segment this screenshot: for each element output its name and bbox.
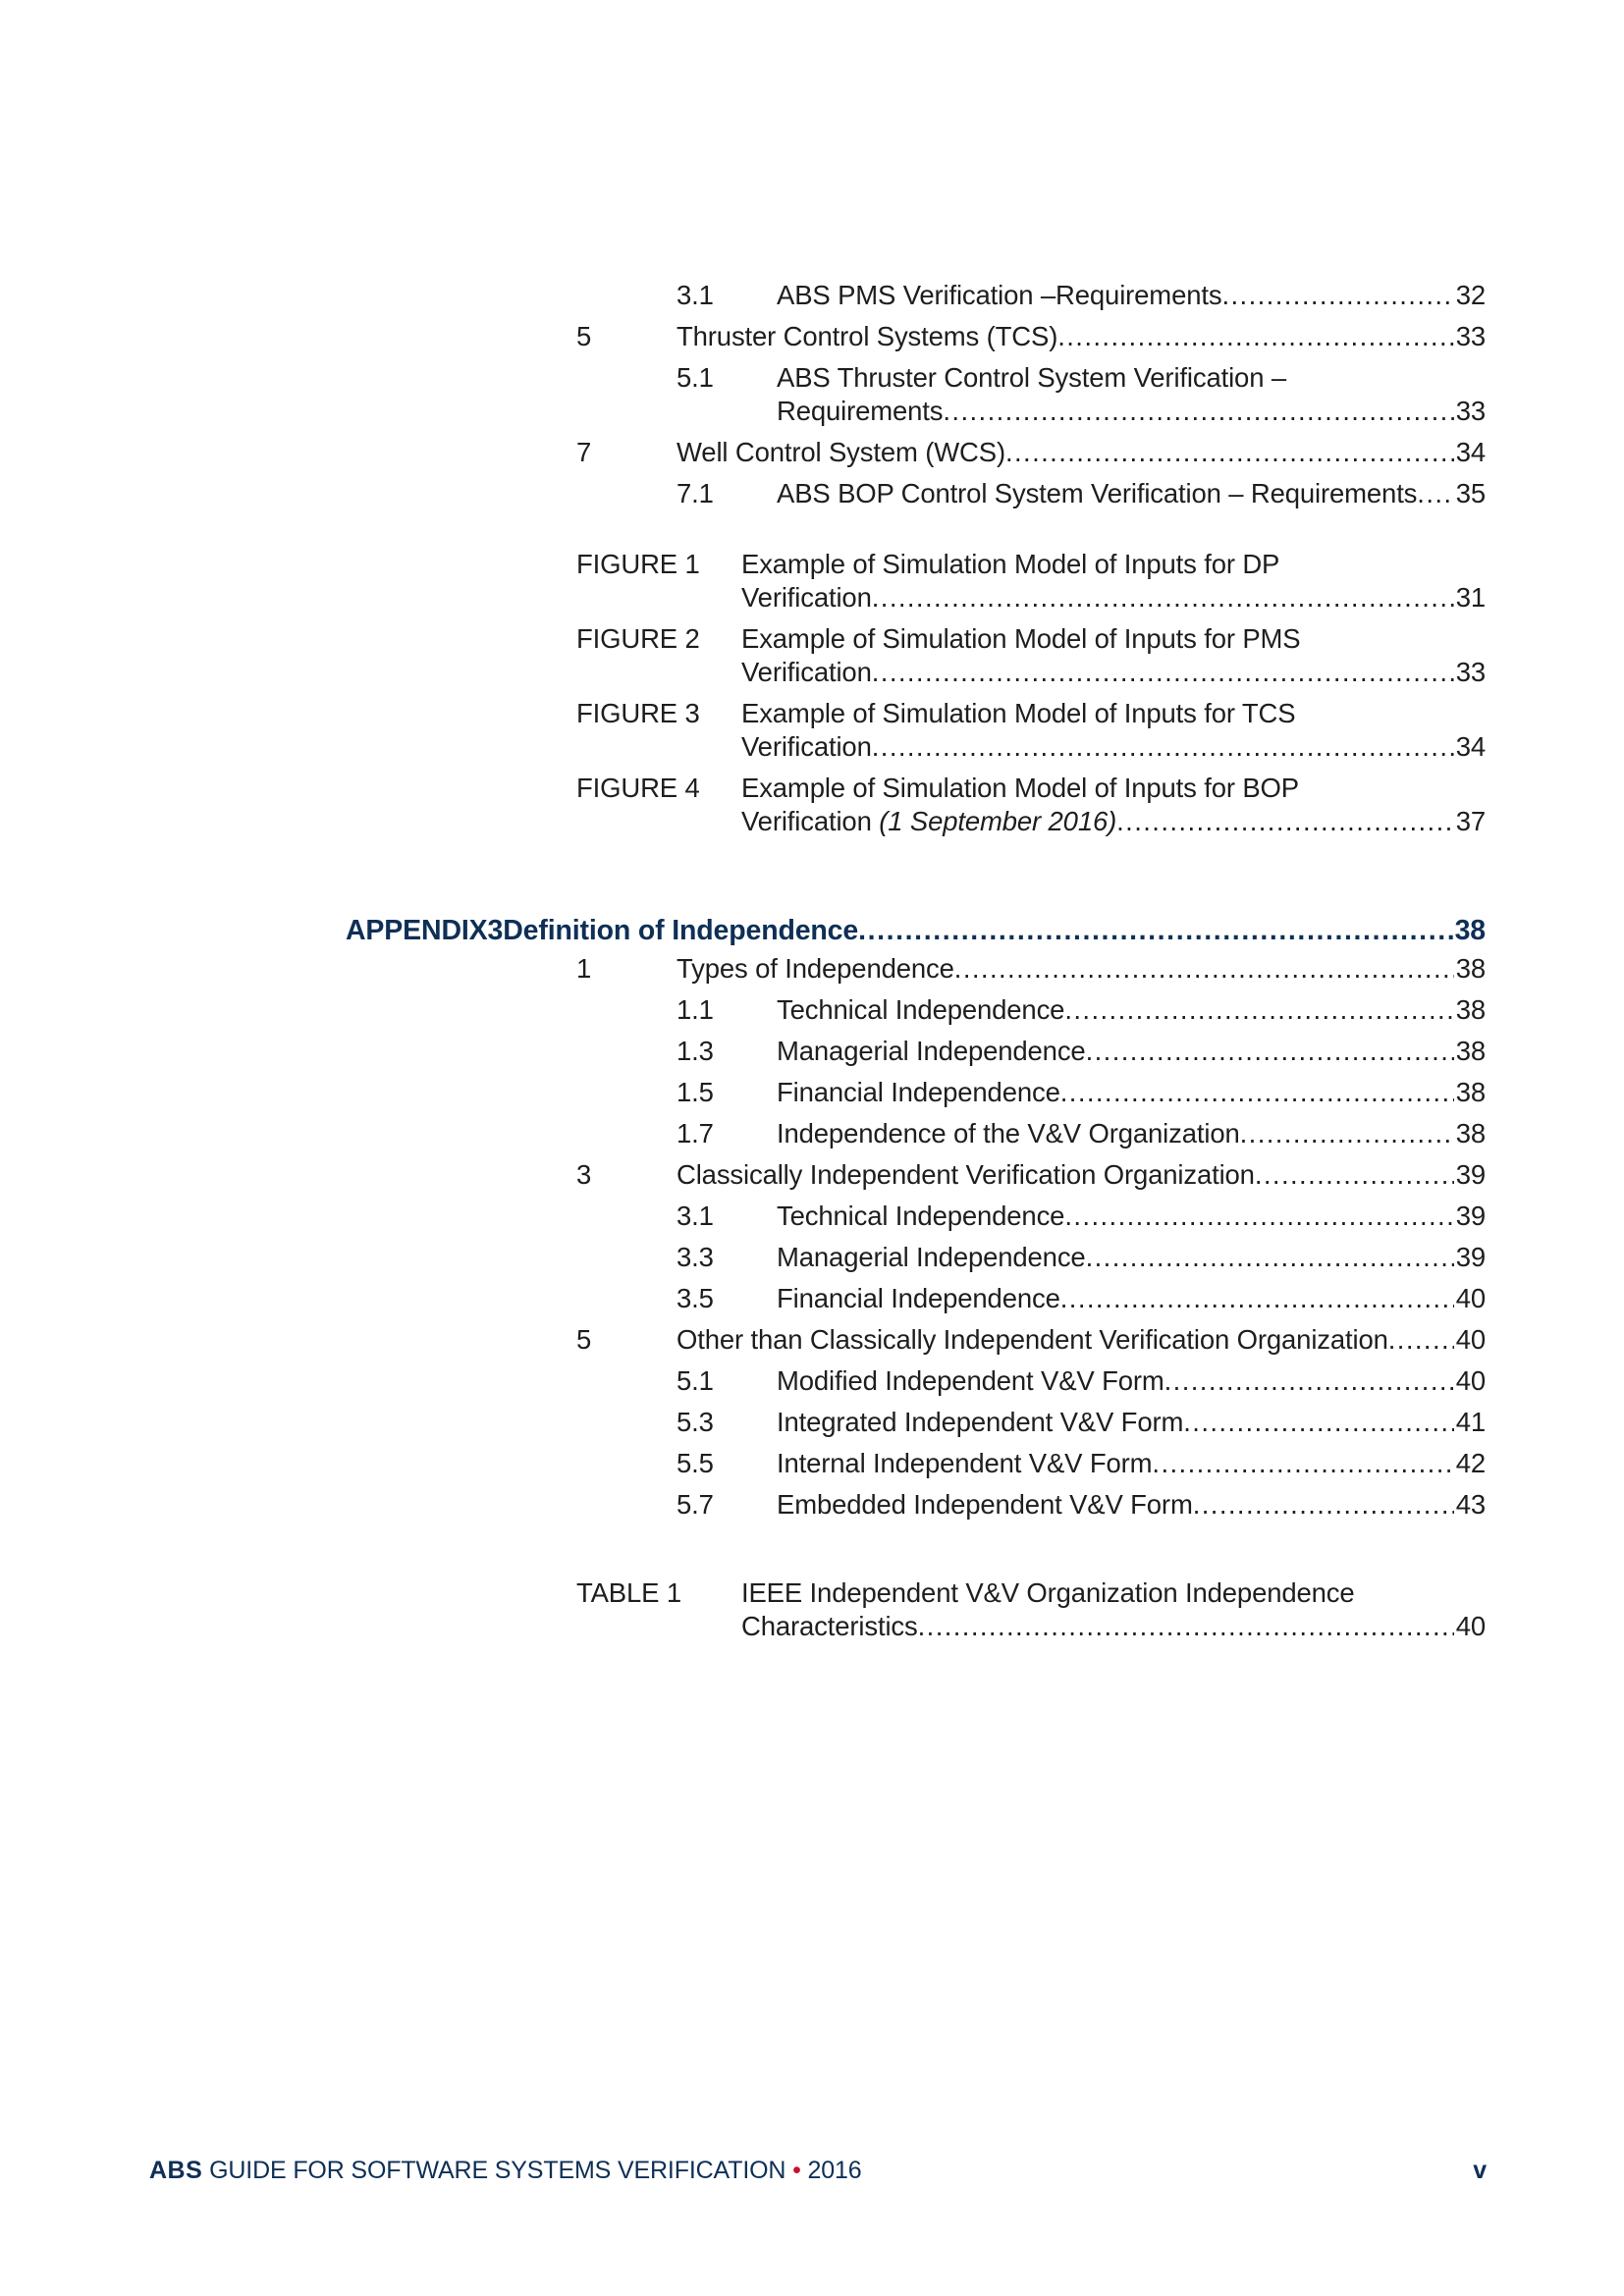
- leader-dots: [1255, 1158, 1454, 1192]
- leader-dots: [1057, 320, 1453, 353]
- toc-entry-title: Classically Independent Verification Organization: [677, 1159, 1255, 1190]
- appendix-label: APPENDIX: [346, 915, 488, 946]
- toc-entry[interactable]: [576, 279, 1486, 312]
- leader-dots: [1221, 279, 1453, 312]
- toc-entry[interactable]: [576, 1406, 1486, 1439]
- toc-entry[interactable]: [576, 1282, 1486, 1315]
- leader-dots: [1060, 1076, 1454, 1109]
- appendix-heading[interactable]: [346, 911, 1486, 950]
- figure-label: FIGURE 2: [576, 623, 700, 654]
- toc-entry-number: 3.1: [677, 280, 714, 310]
- toc-entry[interactable]: [576, 952, 1486, 986]
- toc-entry-title: Internal Independent V&V Form: [777, 1448, 1153, 1478]
- leader-dots: [954, 952, 1454, 986]
- figure-title-line2: Verification: [741, 657, 872, 687]
- toc-entry-title: Embedded Independent V&V Form: [777, 1489, 1193, 1520]
- toc-entry-page: 38: [1455, 994, 1486, 1025]
- toc-appendix: [576, 952, 1486, 1529]
- appendix-number: 3: [487, 915, 504, 946]
- toc-entry-title: ABS BOP Control System Verification – Requirements: [777, 478, 1418, 508]
- toc-entry-title: Financial Independence: [777, 1077, 1060, 1107]
- toc-entry-page: 40: [1455, 1324, 1486, 1355]
- leader-dots: [1193, 1488, 1454, 1522]
- leader-dots: [872, 581, 1454, 614]
- toc-entry-number: 5.3: [677, 1407, 714, 1437]
- toc-entry[interactable]: [576, 1488, 1486, 1522]
- toc-entry[interactable]: [576, 1158, 1486, 1192]
- toc-entry-page: 38: [1455, 1077, 1486, 1107]
- leader-dots: [1086, 1035, 1454, 1068]
- toc-entry[interactable]: [576, 1117, 1486, 1150]
- toc-entry[interactable]: [576, 993, 1486, 1027]
- leader-dots: [1064, 1200, 1453, 1233]
- toc-entry-page: 38: [1455, 1036, 1486, 1066]
- toc-entry-number: 1.5: [677, 1077, 714, 1107]
- leader-dots: [1240, 1117, 1454, 1150]
- toc-entry[interactable]: [576, 1200, 1486, 1233]
- figure-title-line2: Verification: [741, 806, 872, 836]
- figure-entry[interactable]: [576, 622, 1486, 689]
- toc-entry-page: 41: [1455, 1407, 1486, 1437]
- table-list: [576, 1576, 1486, 1651]
- leader-dots: [1164, 1364, 1454, 1398]
- toc-entry[interactable]: [576, 1364, 1486, 1398]
- appendix-page: 38: [1454, 915, 1486, 946]
- toc-entry-page: 39: [1455, 1242, 1486, 1272]
- figure-label: FIGURE 4: [576, 773, 700, 803]
- toc-entry-page: 39: [1455, 1159, 1486, 1190]
- figure-title-line1: Example of Simulation Model of Inputs for BOP: [741, 773, 1299, 803]
- figure-page: 37: [1455, 806, 1486, 836]
- table-title-line2: Characteristics: [741, 1611, 918, 1641]
- toc-entry[interactable]: [576, 1323, 1486, 1357]
- toc-entry-title: Financial Independence: [777, 1283, 1060, 1313]
- toc-entry-title-line1: ABS Thruster Control System Verification –: [777, 362, 1286, 393]
- page-footer: [149, 2156, 1487, 2185]
- toc-entry-number: 5: [576, 321, 592, 351]
- page-number: v: [1473, 2157, 1487, 2184]
- toc-entry-number: 1.3: [677, 1036, 714, 1066]
- figure-date-note: (1 September 2016): [879, 806, 1117, 836]
- toc-entry[interactable]: [576, 1076, 1486, 1109]
- leader-dots: [943, 395, 1453, 428]
- abs-logo-text: ABS: [149, 2157, 203, 2184]
- leader-dots: [1417, 477, 1453, 510]
- toc-entry[interactable]: [576, 320, 1486, 353]
- footer-title: [149, 2156, 862, 2185]
- figure-page: 34: [1455, 731, 1486, 762]
- toc-entry-page: 40: [1455, 1365, 1486, 1396]
- toc-entry[interactable]: [576, 361, 1486, 428]
- leader-dots: [918, 1610, 1454, 1643]
- figure-title-line1: Example of Simulation Model of Inputs for TCS: [741, 698, 1296, 728]
- toc-entry-number: 3: [576, 1159, 592, 1190]
- figure-entry[interactable]: [576, 548, 1486, 614]
- footer-bullet: •: [792, 2157, 801, 2184]
- footer-year: 2016: [807, 2157, 862, 2184]
- leader-dots: [858, 911, 1453, 950]
- toc-entry-number: 5: [576, 1324, 592, 1355]
- toc-entry-number: 1.7: [677, 1118, 714, 1148]
- toc-entry-title: Technical Independence: [777, 1201, 1065, 1231]
- figure-label: FIGURE 3: [576, 698, 700, 728]
- toc-entry-number: 3.3: [677, 1242, 714, 1272]
- toc-top: [576, 279, 1486, 846]
- figure-label: FIGURE 1: [576, 549, 700, 579]
- toc-entry-title: Well Control System (WCS): [677, 437, 1005, 467]
- toc-entry-number: 7: [576, 437, 592, 467]
- toc-entry-title: Managerial Independence: [777, 1036, 1086, 1066]
- figure-title-line2: Verification: [741, 731, 872, 762]
- leader-dots: [1005, 436, 1454, 469]
- toc-entry-number: 1: [576, 953, 592, 984]
- leader-dots: [872, 730, 1454, 764]
- toc-entry-page: 33: [1455, 321, 1486, 351]
- toc-entry-number: 5.1: [677, 362, 714, 393]
- toc-entry-page: 32: [1455, 280, 1486, 310]
- figure-title-line1: Example of Simulation Model of Inputs for PMS: [741, 623, 1301, 654]
- figure-title-line2: Verification: [741, 582, 872, 613]
- toc-entry[interactable]: [576, 436, 1486, 469]
- leader-dots: [1116, 805, 1454, 838]
- leader-dots: [872, 656, 1454, 689]
- toc-entry-number: 3.1: [677, 1201, 714, 1231]
- footer-guide-title: GUIDE FOR SOFTWARE SYSTEMS VERIFICATION: [209, 2157, 786, 2184]
- figure-page: 31: [1455, 582, 1486, 613]
- toc-entry-number: 7.1: [677, 478, 714, 508]
- toc-entry-page: 39: [1455, 1201, 1486, 1231]
- leader-dots: [1388, 1323, 1454, 1357]
- toc-entry-number: 1.1: [677, 994, 714, 1025]
- toc-entry-title: Independence of the V&V Organization: [777, 1118, 1240, 1148]
- toc-entry-page: 35: [1455, 478, 1486, 508]
- toc-entry-title: ABS PMS Verification –Requirements: [777, 280, 1222, 310]
- table-entry[interactable]: [576, 1576, 1486, 1643]
- table-title-line1: IEEE Independent V&V Organization Independence: [741, 1577, 1355, 1608]
- toc-entry-number: 3.5: [677, 1283, 714, 1313]
- table-label: TABLE 1: [576, 1577, 681, 1608]
- toc-entry-number: 5.5: [677, 1448, 714, 1478]
- table-page: 40: [1455, 1611, 1486, 1641]
- toc-entry-number: 5.1: [677, 1365, 714, 1396]
- figure-entry[interactable]: [576, 772, 1486, 838]
- toc-entry-title: Types of Independence: [677, 953, 954, 984]
- toc-entry-title-line2: Requirements: [777, 396, 944, 426]
- toc-entry-page: 38: [1455, 953, 1486, 984]
- toc-entry-title: Thruster Control Systems (TCS): [677, 321, 1058, 351]
- leader-dots: [1060, 1282, 1454, 1315]
- toc-entry[interactable]: [576, 1241, 1486, 1274]
- leader-dots: [1064, 993, 1453, 1027]
- leader-dots: [1086, 1241, 1454, 1274]
- toc-entry-page: 40: [1455, 1283, 1486, 1313]
- figure-entry[interactable]: [576, 697, 1486, 764]
- toc-entry-page: 33: [1455, 396, 1486, 426]
- toc-entry-title: Technical Independence: [777, 994, 1065, 1025]
- toc-entry-page: 38: [1455, 1118, 1486, 1148]
- toc-entry[interactable]: [576, 1447, 1486, 1480]
- toc-entry-number: 5.7: [677, 1489, 714, 1520]
- toc-entry-page: 34: [1455, 437, 1486, 467]
- toc-entry-page: 43: [1455, 1489, 1486, 1520]
- toc-entry[interactable]: [576, 1035, 1486, 1068]
- toc-entry-page: 42: [1455, 1448, 1486, 1478]
- leader-dots: [1183, 1406, 1453, 1439]
- toc-entry-title: Integrated Independent V&V Form: [777, 1407, 1184, 1437]
- leader-dots: [1152, 1447, 1453, 1480]
- figure-page: 33: [1455, 657, 1486, 687]
- appendix-title: Definition of Independence: [503, 915, 859, 946]
- toc-entry[interactable]: [576, 477, 1486, 510]
- figure-title-line1: Example of Simulation Model of Inputs for DP: [741, 549, 1280, 579]
- toc-entry-title: Modified Independent V&V Form: [777, 1365, 1164, 1396]
- toc-entry-title: Managerial Independence: [777, 1242, 1086, 1272]
- toc-entry-title: Other than Classically Independent Verification Organization: [677, 1324, 1388, 1355]
